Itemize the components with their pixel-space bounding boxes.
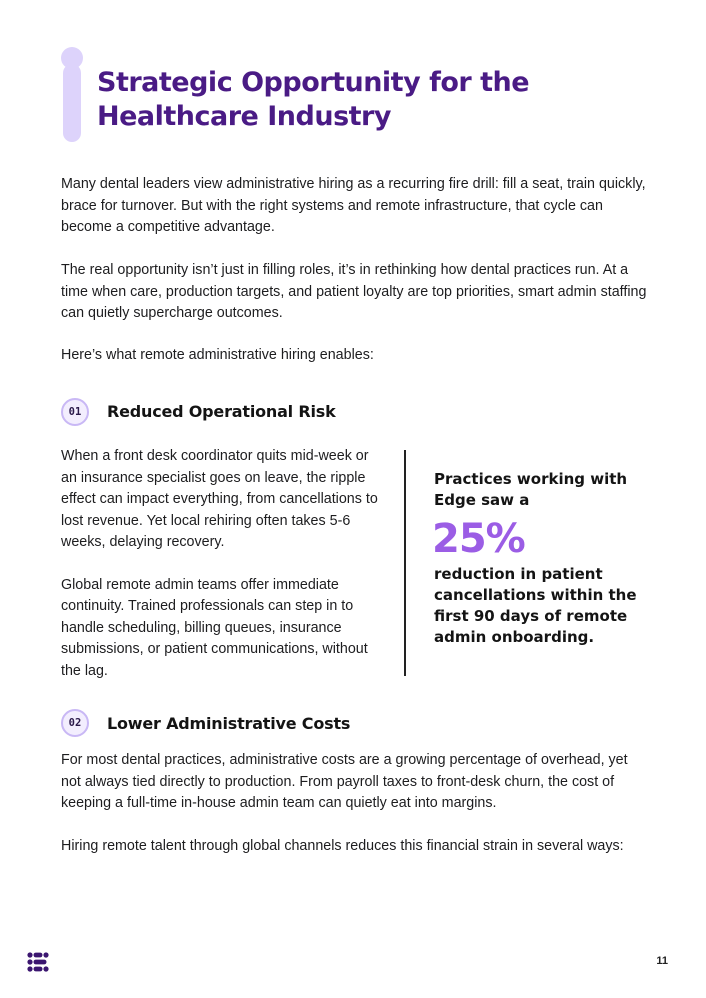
section-paragraph: When a front desk coordinator quits mid-week or an insurance specialist goes on leave, the ripple effect can impact everything, from cancellations to lost revenue. Yet local rehiring often takes 5-6 weeks, delaying recovery. xyxy=(61,448,378,550)
section-paragraph: Global remote admin teams offer immediate continuity. Trained professionals can step in to handle scheduling, billing queues, insurance submissions, or patient communications, without the lag. xyxy=(61,576,368,679)
intro-paragraph-1: Many dental leaders view administrative hiring as a recurring fire drill: fill a seat, train quickly, brace for turnover. But with the right systems and remote infrastructure, that cycle can become a competitive advantage. xyxy=(61,176,646,235)
section-heading: Lower Administrative Costs xyxy=(107,714,351,733)
stat-value: 25% xyxy=(432,515,525,562)
section-heading: Reduced Operational Risk xyxy=(107,402,336,421)
edge-logo-icon xyxy=(27,952,49,972)
section-paragraph: For most dental practices, administrative costs are a growing percentage of overhead, yet not always tied directly to production. From payroll taxes to front-desk churn, the cost of keeping a full-time in-house admin team can quietly eat into margins. xyxy=(61,752,628,811)
page-number: 11 xyxy=(656,955,668,967)
stat-lead-text: Practices working with Edge saw a xyxy=(434,470,628,510)
stat-callout xyxy=(434,469,664,649)
section-number-badge: 02 xyxy=(61,709,89,737)
section-number-badge: 01 xyxy=(61,398,89,426)
title-accent-icon xyxy=(60,46,84,142)
stat-tail-text: reduction in patient cancellations within the first 90 days of remote admin onboarding. xyxy=(434,564,637,647)
section-paragraph: Hiring remote talent through global channels reduces this financial strain in several ways: xyxy=(61,838,624,854)
column-divider xyxy=(404,450,406,676)
intro-paragraph-2: The real opportunity isn’t just in filling roles, it’s in rethinking how dental practices run. At a time when care, production targets, and patient loyalty are top priorities, smart admin staffing can quietly supercharge outcomes. xyxy=(61,262,647,321)
intro-paragraph-3: Here’s what remote administrative hiring enables: xyxy=(61,347,374,363)
page-title: Strategic Opportunity for the Healthcare Industry xyxy=(97,67,530,132)
